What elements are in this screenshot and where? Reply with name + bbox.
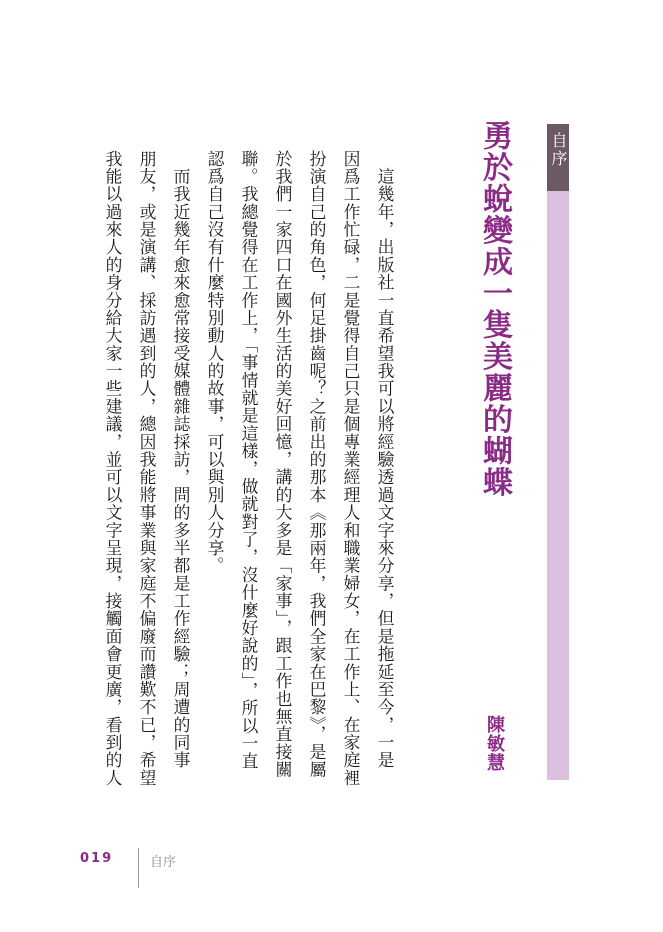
text-column: 認爲自己沒有什麼特別動人的故事，可以與別人分享。 <box>205 150 225 575</box>
body-text <box>98 150 402 786</box>
chapter-title: 勇於蛻變成一隻美麗的蝴蝶 <box>477 120 512 498</box>
footer-divider <box>138 848 139 888</box>
text-column: 扮演自己的角色，何足掛齒呢？之前出的那本《那兩年，我們全家在巴黎》，是屬 <box>307 150 327 779</box>
running-head: 自序 <box>150 855 177 870</box>
text-column: 聯。我總覺得在工作上，「事情就是這樣，做就對了，沒什麼好說的」，所以一直 <box>239 150 259 771</box>
page-number: 019 <box>80 851 114 866</box>
text-column: 於我們一家四口在國外生活的美好回憶，講的大多是「家事」，跟工作也無直接關 <box>273 150 293 779</box>
section-tab-label: 自序 <box>549 132 568 168</box>
text-column: 而我近幾年愈來愈常接受媒體雜誌採訪，問的多半都是工作經驗；周遭的同事 <box>171 150 191 770</box>
text-column: 這幾年，出版社一直希望我可以將經驗透過文字來分享，但是拖延至今，一是 <box>375 150 395 770</box>
text-column: 因爲工作忙碌，二是覺得自己只是個專業經理人和職業婦女，在工作上、在家庭裡 <box>341 150 361 787</box>
text-column: 我能以過來人的身分給大家一些建議，並可以文字呈現，接觸面會更廣，看到的人 <box>103 150 123 787</box>
text-column: 朋友，或是演講、採訪遇到的人，總因我能將事業與家庭不偏廢而讚歎不已，希望 <box>137 150 157 787</box>
section-tab-bar <box>547 191 569 780</box>
author-name: 陳敏慧 <box>484 715 505 772</box>
section-tab <box>547 124 569 191</box>
